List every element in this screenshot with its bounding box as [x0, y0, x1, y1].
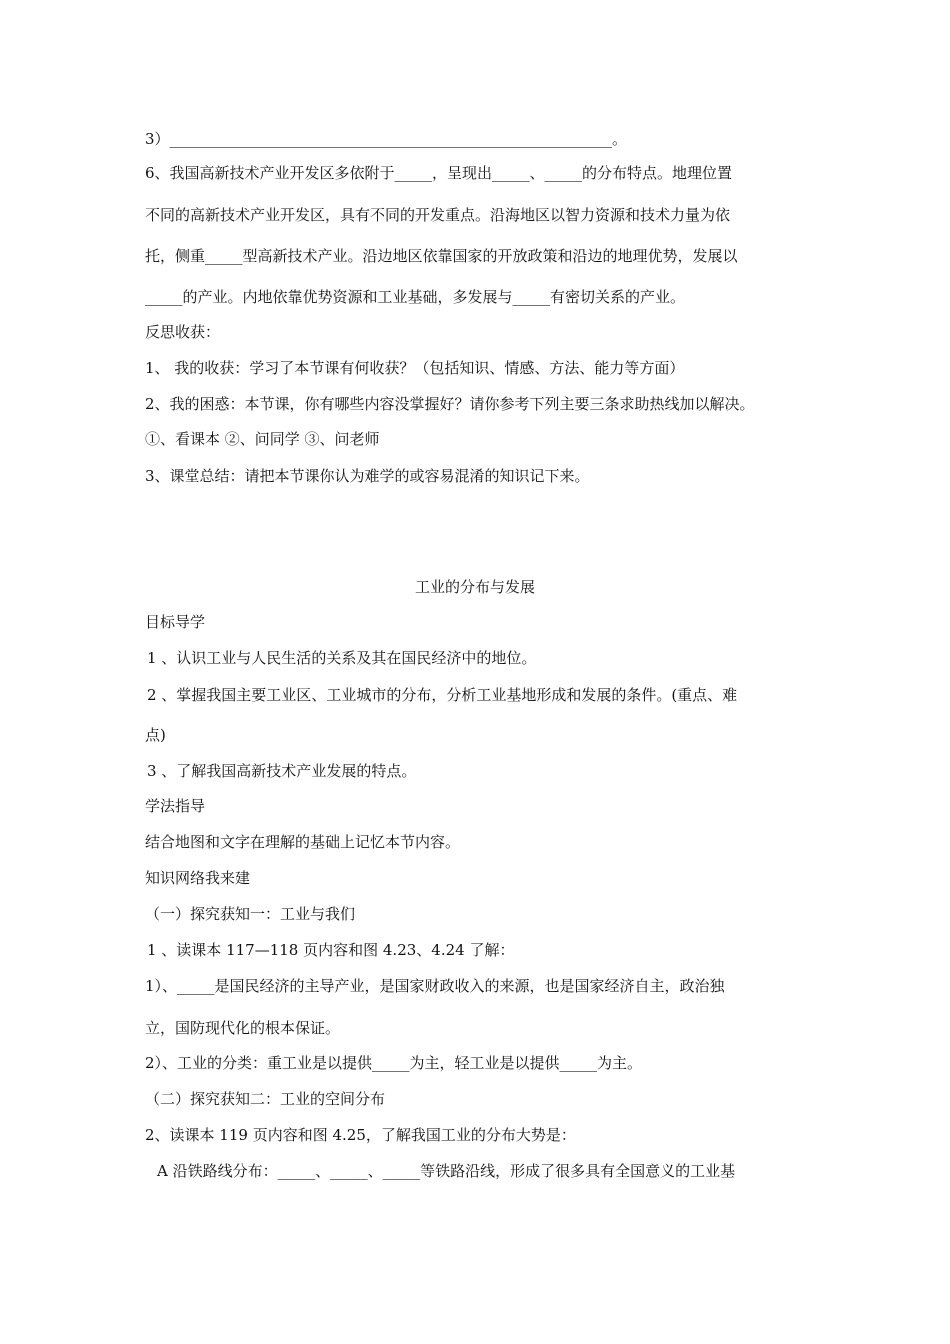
question-3-line: 3）___________________________________________________________。	[145, 130, 628, 148]
question-6-line-1: 6、我国高新技术产业开发区多依附于_____，呈现出_____、_____的分布特点。地理位置	[145, 164, 733, 182]
goal-2-line-1: 2 、掌握我国主要工业区、工业城市的分布，分析工业基地形成和发展的条件。(重点、难	[147, 686, 738, 704]
part-1-item-2: 2）、工业的分类：重工业是以提供_____为主，轻工业是以提供_____为主。	[145, 1054, 643, 1072]
reflection-item-2: 2、我的困惑：本节课，你有哪些内容没掌握好？请你参考下列主要三条求助热线加以解决。	[145, 395, 755, 413]
question-6-line-4: _____的产业。内地依靠优势资源和工业基础，多发展与_____有密切关系的产业。	[145, 288, 686, 306]
method-heading: 学法指导	[145, 797, 206, 815]
part-1-item-1-line-2: 立，国防现代化的根本保证。	[145, 1019, 341, 1037]
goal-2-line-2: 点)	[145, 726, 166, 744]
goals-heading: 目标导学	[145, 613, 206, 631]
goal-3: 3 、了解我国高新技术产业发展的特点。	[147, 762, 417, 780]
part-1-question-1: 1 、读课本 117—118 页内容和图 4.23、4.24 了解：	[147, 941, 515, 959]
reflection-item-1: 1、 我的收获：学习了本节课有何收获？（包括知识、情感、方法、能力等方面）	[145, 359, 685, 377]
network-heading: 知识网络我来建	[145, 869, 251, 887]
question-6-line-3: 托，侧重_____型高新技术产业。沿边地区依靠国家的开放政策和沿边的地理优势，发展以	[145, 247, 738, 265]
part-1-heading: （一）探究获知一：工业与我们	[145, 905, 356, 923]
part-2-question-2: 2、读课本 119 页内容和图 4.25，了解我国工业的分布大势是：	[145, 1126, 576, 1144]
part-1-item-1-line-1: 1）、_____是国民经济的主导产业，是国家财政收入的来源，也是国家经济自主，政治独	[145, 977, 725, 995]
part-2-item-a: A 沿铁路线分布：_____、_____、_____等铁路沿线，形成了很多具有全国意义的工业基	[157, 1162, 736, 1180]
reflection-item-3: 3、课堂总结：请把本节课你认为难学的或容易混淆的知识记下来。	[145, 467, 590, 485]
goal-1: 1 、认识工业与人民生活的关系及其在国民经济中的地位。	[147, 649, 537, 667]
reflection-options: ①、看课本 ②、问同学 ③、问老师	[145, 430, 380, 448]
reflection-heading: 反思收获：	[145, 323, 221, 341]
method-text: 结合地图和文字在理解的基础上记忆本节内容。	[145, 833, 461, 851]
part-2-heading: （二）探究获知二：工业的空间分布	[145, 1090, 386, 1108]
lesson-title: 工业的分布与发展	[414, 578, 535, 596]
question-6-line-2: 不同的高新技术产业开发区，具有不同的开发重点。沿海地区以智力资源和技术力量为依	[145, 206, 731, 224]
